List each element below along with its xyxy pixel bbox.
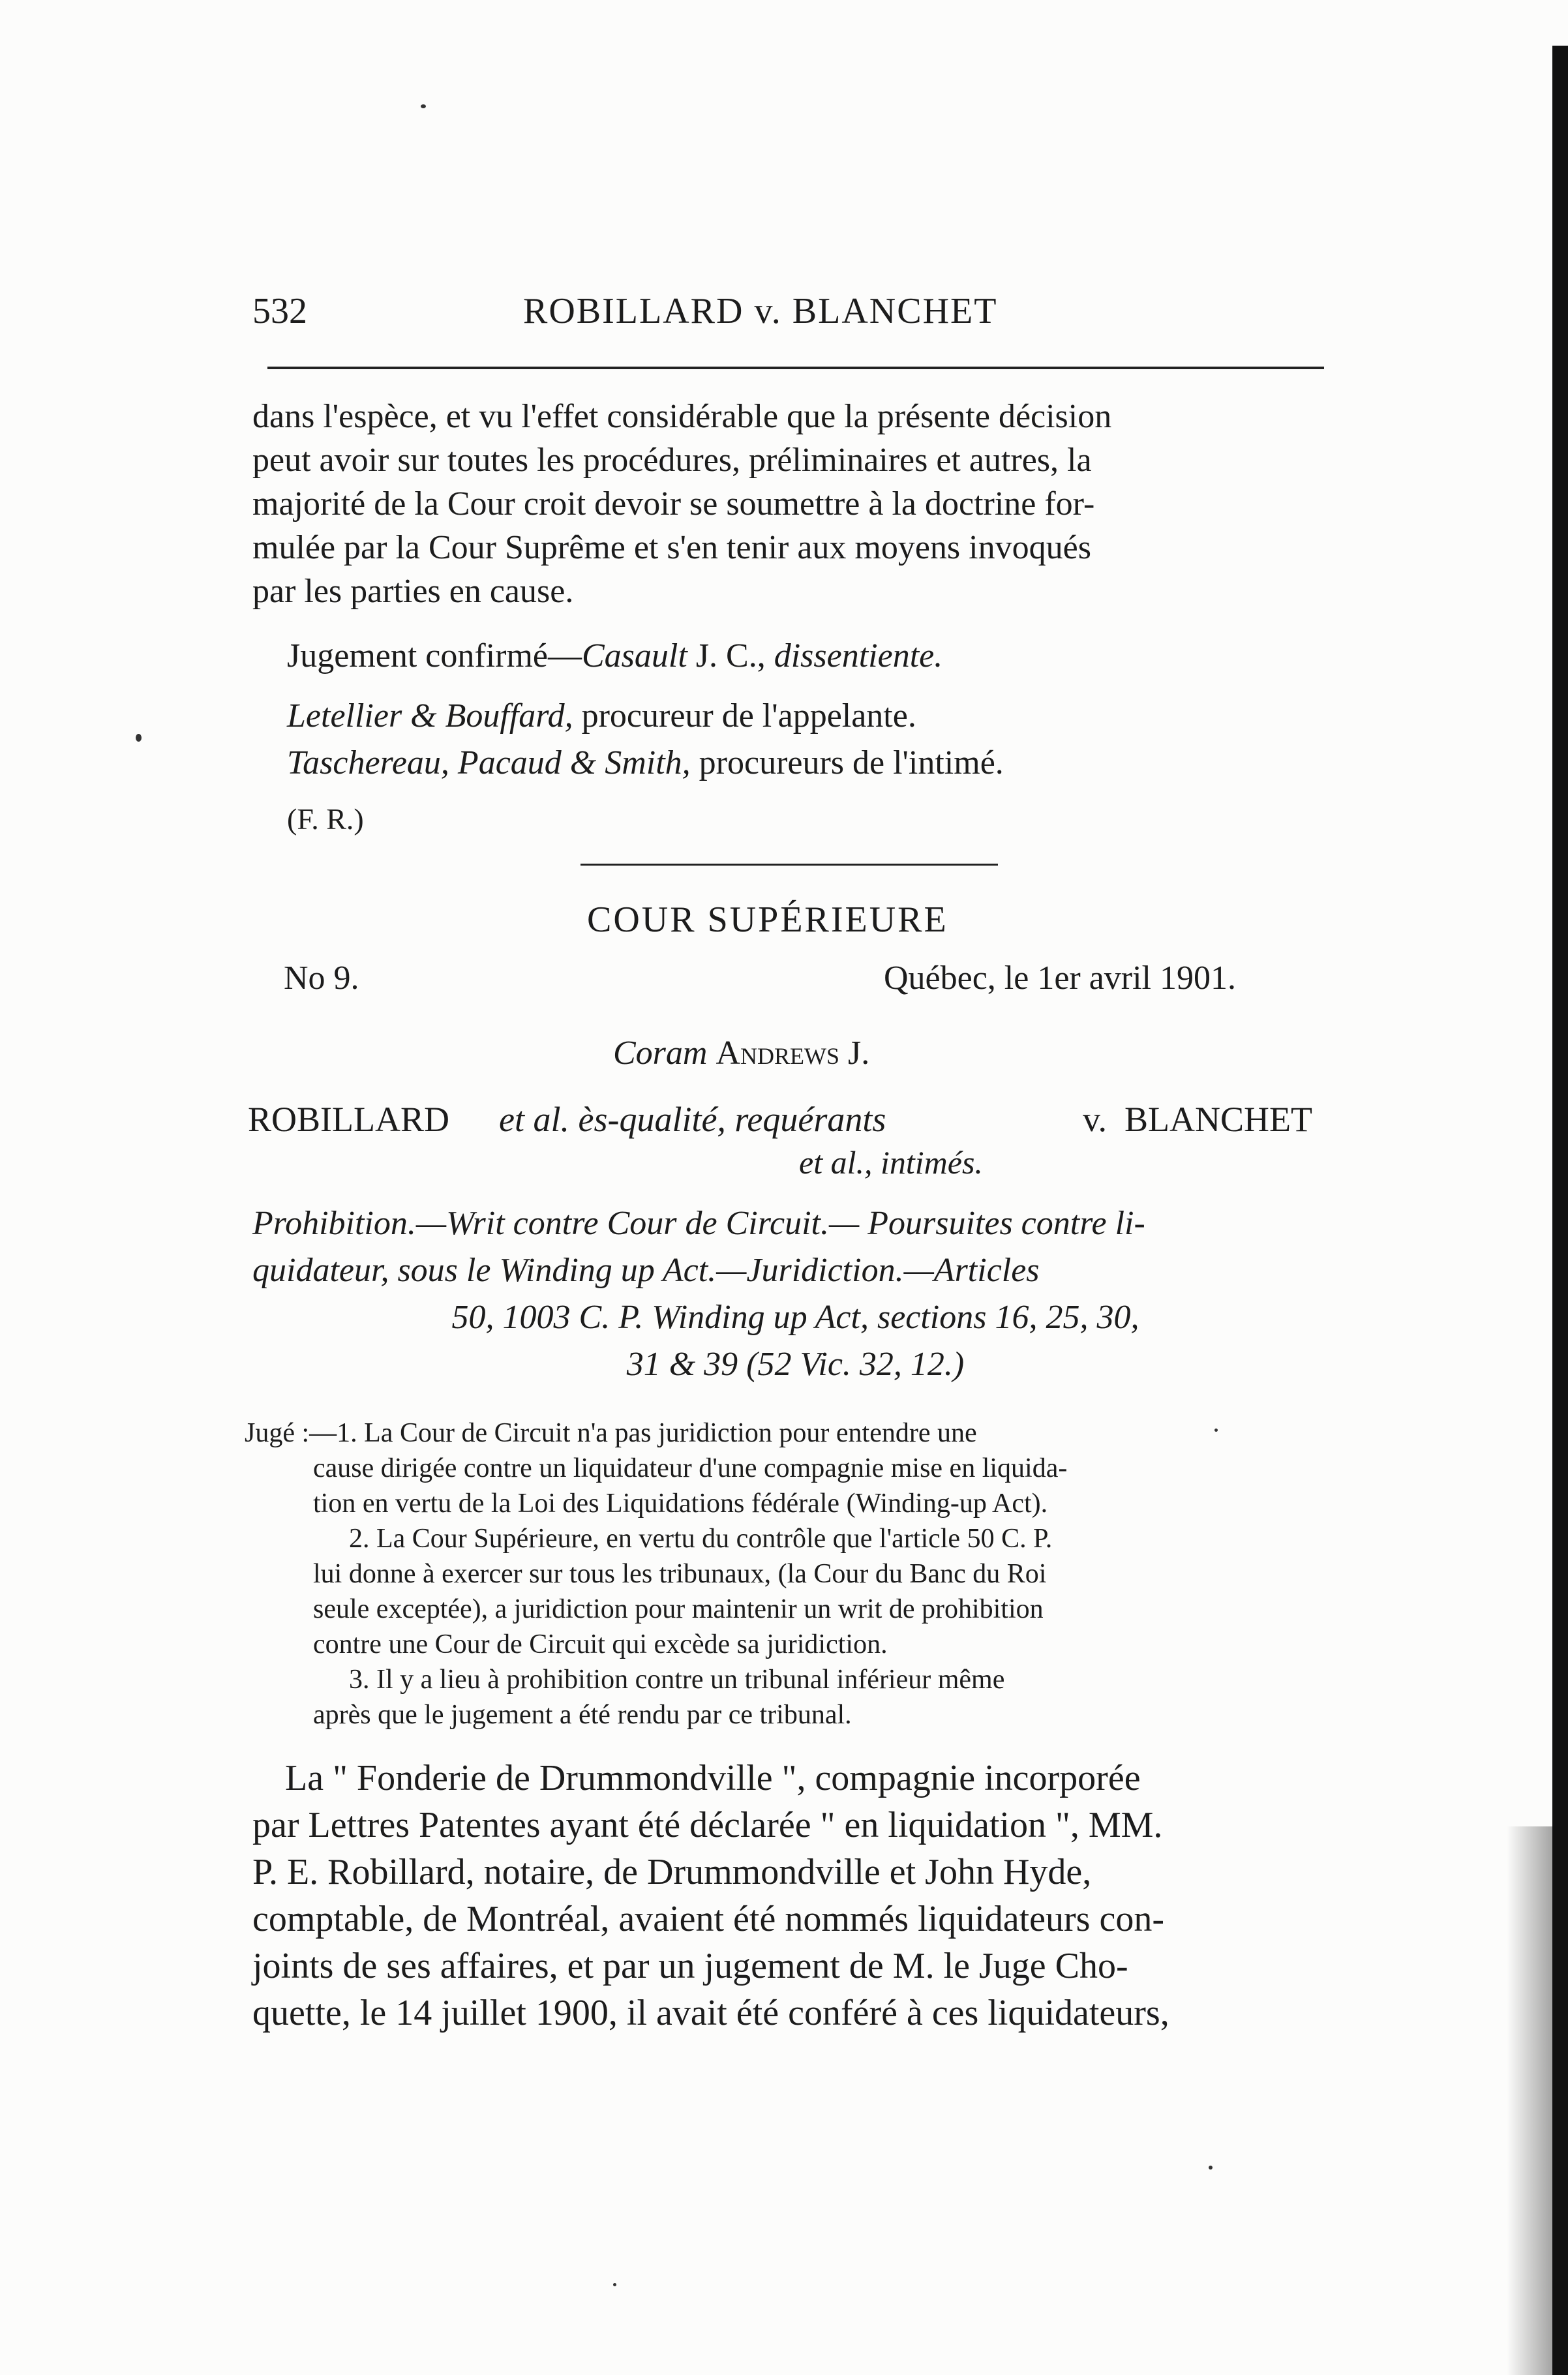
holding-line: cause dirigée contre un liquidateur d'une compagnie mise en liquida-	[313, 1453, 1068, 1483]
facts-paragraph	[252, 1755, 1335, 2036]
facts-line: joints de ses affaires, et par un jugement de M. le Juge Cho-	[252, 1946, 1128, 1986]
facts-line: La " Fonderie de Drummondville ", compagnie incorporée	[285, 1758, 1141, 1798]
holding-line: Jugé :—1. La Cour de Circuit n'a pas juridiction pour entendre une	[245, 1418, 977, 1448]
header-rule	[267, 367, 1324, 369]
counsel-appellant	[287, 693, 1004, 740]
place-date: Québec, le 1er avril 1901.	[884, 960, 1237, 997]
facts-line: quette, le 14 juillet 1900, il avait été conféré à ces liquidateurs,	[252, 1993, 1169, 2033]
counsel-respondent	[287, 740, 1004, 787]
holding-line: seule exceptée), a juridiction pour maintenir un writ de prohibition	[313, 1594, 1044, 1624]
holding-line: tion en vertu de la Loi des Liquidations fédérale (Winding-up Act).	[313, 1489, 1048, 1519]
holding-line: contre une Cour de Circuit qui excède sa juridiction.	[313, 1629, 888, 1659]
holding-line: 3. Il y a lieu à prohibition contre un tribunal inférieur même	[349, 1665, 1005, 1695]
facts-line: comptable, de Montréal, avaient été nommés liquidateurs con-	[252, 1899, 1164, 1939]
paragraph-line: mulée par la Cour Suprême et s'en tenir aux moyens invoqués	[252, 529, 1091, 566]
page-edge-shadow	[1552, 46, 1568, 2375]
party-left: ROBILLARD	[248, 1100, 449, 1139]
counsel-respondent-role: procureurs de l'intimé.	[690, 744, 1004, 781]
running-title: ROBILLARD v. BLANCHET	[523, 291, 998, 331]
counsel-respondent-names: Taschereau, Pacaud & Smith,	[287, 744, 691, 781]
judgment-line	[287, 634, 942, 678]
scan-speck	[1214, 1429, 1218, 1432]
previous-case-paragraph	[252, 395, 1335, 613]
party-right: BLANCHET	[1124, 1100, 1312, 1139]
paragraph-line: peut avoir sur toutes les procédures, préliminaires et autres, la	[252, 442, 1092, 479]
headnote-summary	[252, 1200, 1338, 1388]
facts-line: par Lettres Patentes ayant été déclarée " en liquidation ", MM.	[252, 1805, 1163, 1845]
party-right-group	[1083, 1096, 1312, 1143]
paragraph-line: dans l'espèce, et vu l'effet considérable que la présente décision	[252, 398, 1112, 435]
judgment-judge: Casault	[581, 637, 687, 674]
reporter-initials: (F. R.)	[287, 802, 364, 836]
page-edge-gradient	[1507, 1826, 1552, 2375]
holding-line: après que le jugement a été rendu par ce tribunal.	[313, 1700, 852, 1730]
coram-judge: Andrews J.	[716, 1035, 870, 1072]
holding-line: lui donne à exercer sur tous les tribunaux, (la Cour du Banc du Roi	[313, 1559, 1047, 1589]
counsel-appellant-role: procureur de l'appelante.	[573, 697, 916, 734]
counsel-block	[287, 693, 1004, 787]
versus: v.	[1083, 1100, 1107, 1139]
paragraph-line: par les parties en cause.	[252, 573, 574, 610]
summary-line: quidateur, sous le Winding up Act.—Juridiction.—Articles	[252, 1252, 1040, 1289]
holding-line: 2. La Cour Supérieure, en vertu du contrôle que l'article 50 C. P.	[349, 1524, 1053, 1554]
court-heading: COUR SUPÉRIEURE	[587, 900, 948, 940]
coram-word: Coram	[613, 1035, 708, 1072]
judgment-prefix: Jugement confirmé—	[287, 637, 582, 674]
scan-speck	[421, 104, 426, 108]
judgment-middle: J. C.,	[687, 637, 774, 674]
paragraph-line: majorité de la Cour croit devoir se soumettre à la doctrine for-	[252, 485, 1095, 522]
summary-line: 50, 1003 C. P. Winding up Act, sections 16, 25, 30,	[451, 1299, 1139, 1336]
case-number: No 9.	[284, 960, 359, 997]
judgment-dissent: dissentiente.	[774, 637, 943, 674]
scan-speck	[1209, 2166, 1213, 2170]
holding-block	[245, 1415, 1327, 1732]
page-number: 532	[252, 291, 307, 331]
party-qualifier: et al. ès-qualité, requérants	[499, 1100, 886, 1139]
coram-line	[613, 1027, 869, 1080]
summary-line: Prohibition.—Writ contre Cour de Circuit.— Poursuites contre li-	[252, 1205, 1145, 1242]
party-continuation: et al., intimés.	[799, 1144, 983, 1181]
summary-line: 31 & 39 (52 Vic. 32, 12.)	[626, 1346, 965, 1383]
case-separator-rule	[580, 864, 998, 866]
counsel-appellant-names: Letellier & Bouffard,	[287, 697, 573, 734]
scan-speck	[136, 734, 142, 742]
page-header	[252, 282, 1325, 340]
facts-line: P. E. Robillard, notaire, de Drummondville et John Hyde,	[252, 1852, 1092, 1892]
scan-speck	[613, 2283, 616, 2286]
